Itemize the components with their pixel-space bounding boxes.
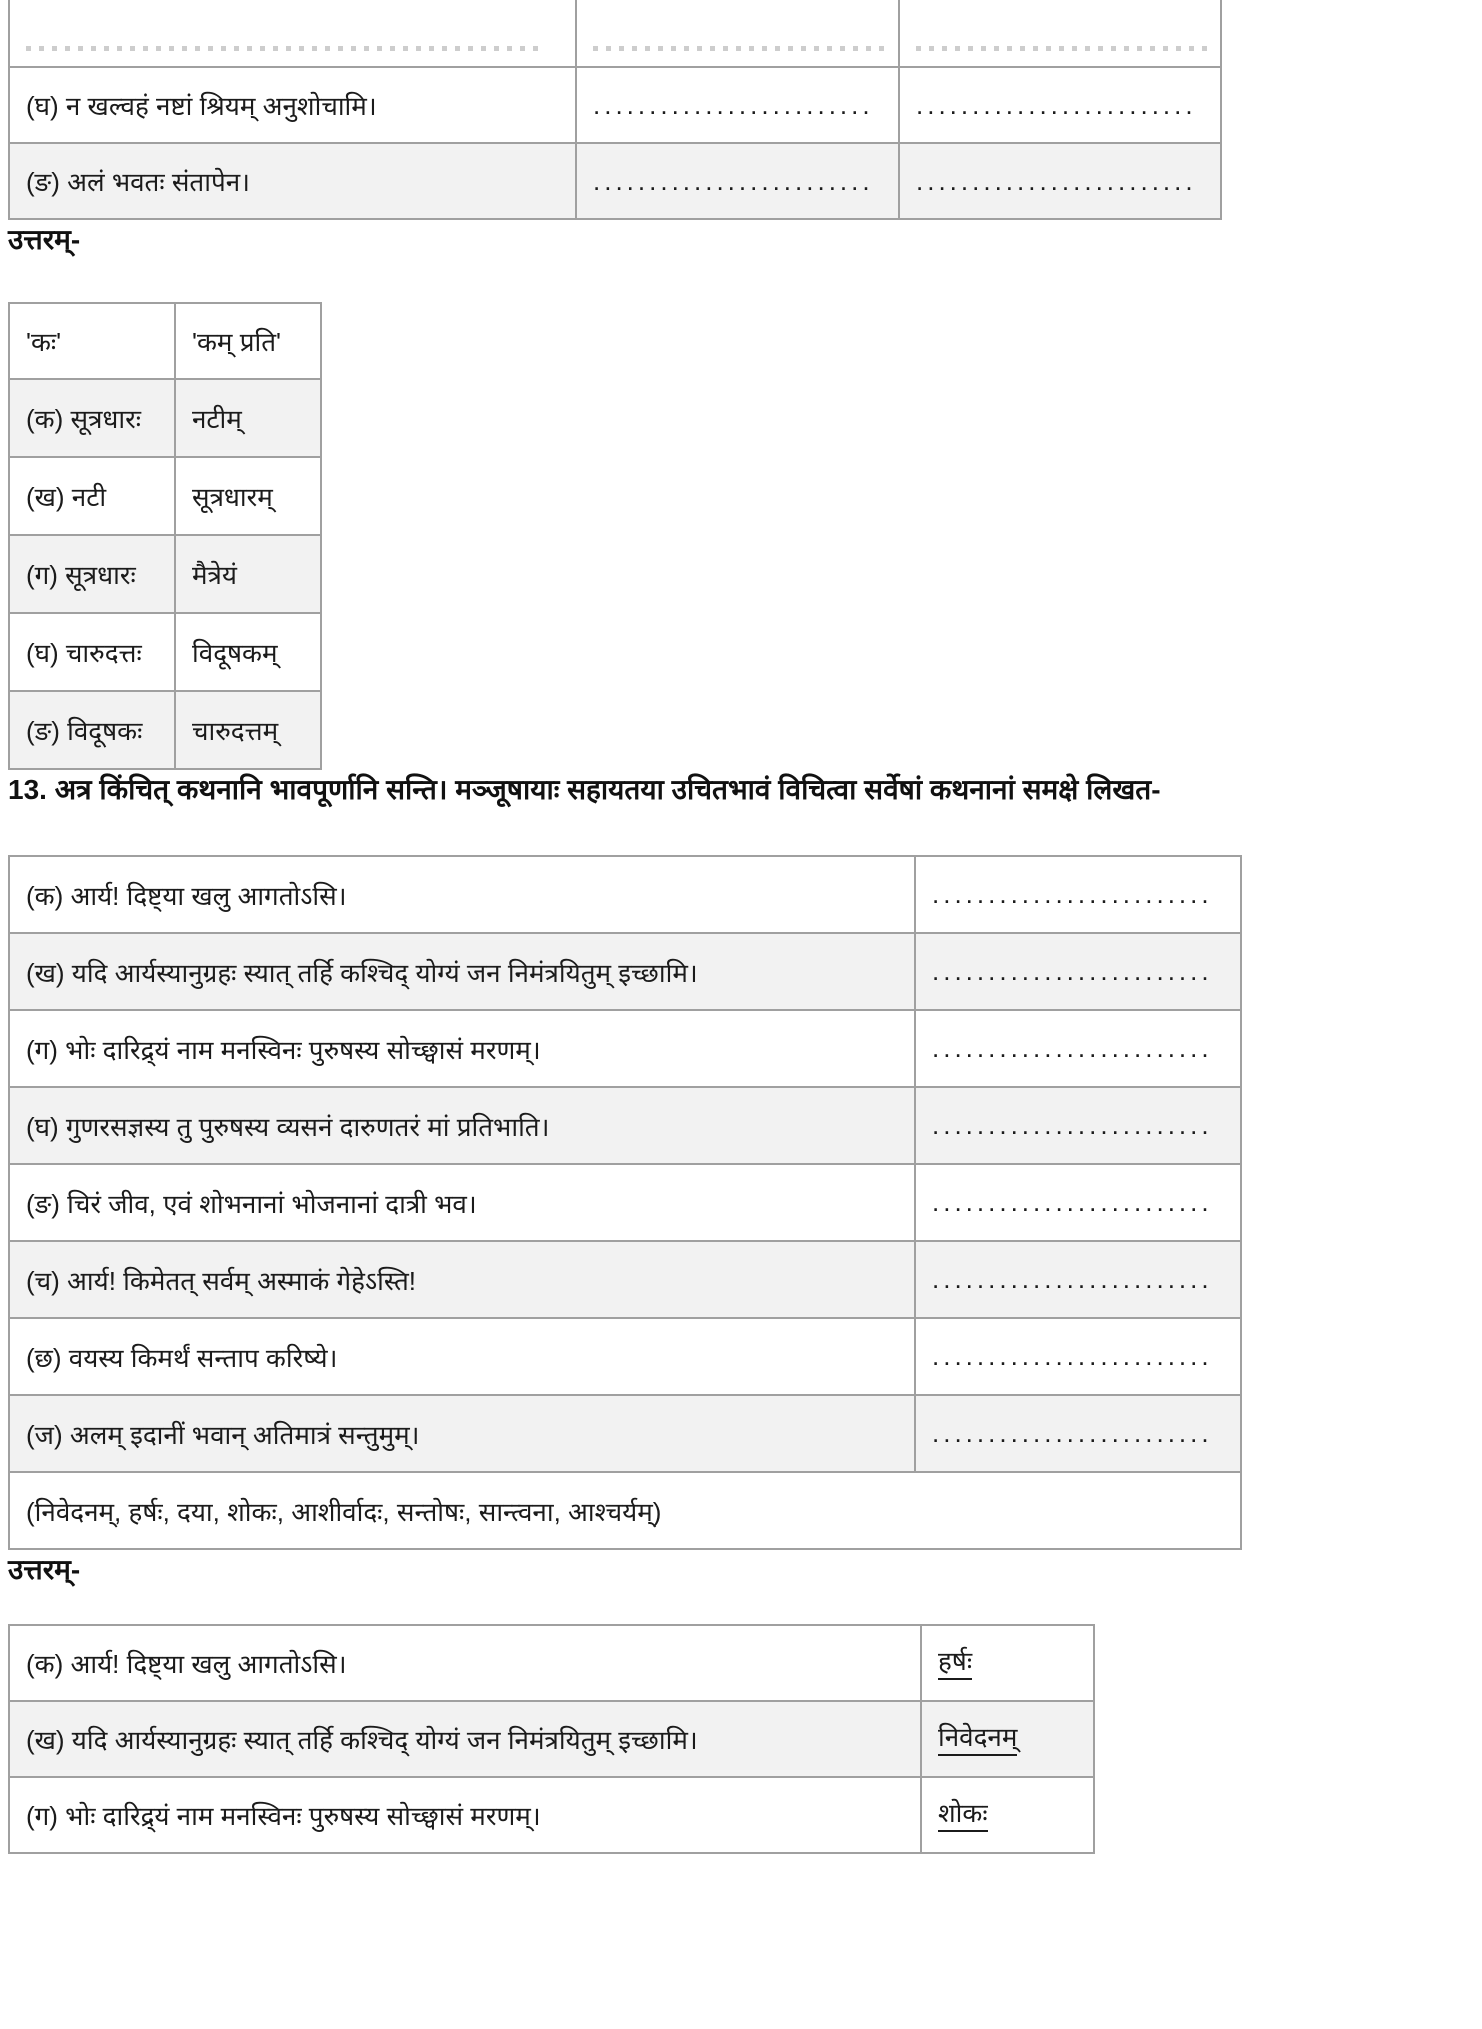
dots-cell: ......................... (915, 1318, 1241, 1395)
statement-cell-cutoff (9, 0, 576, 67)
table-row (9, 1395, 1241, 1472)
table-row (9, 1164, 1241, 1241)
table-row (9, 67, 1221, 143)
answer-cell (921, 1625, 1094, 1701)
statement-cell: (ङ) चिरं जीव, एवं शोभनानां भोजनानां दात्री भव। (9, 1164, 915, 1241)
dots-cell-cutoff (576, 0, 899, 67)
dots-cell: ......................... (915, 1164, 1241, 1241)
statement-cell: (ग) भोः दारिद्र्यं नाम मनस्विनः पुरुषस्य सोच्छ्वासं मरणम्। (9, 1777, 921, 1853)
dots-cell: ......................... (915, 856, 1241, 933)
kah-cell: (ग) सूत्रधारः (9, 535, 175, 613)
answers-table (8, 1624, 1095, 1854)
kamprati-cell: चारुदत्तम् (175, 691, 321, 769)
answer-heading-2: उत्तरम्- (8, 1554, 81, 1585)
statement-cell: (ग) भोः दारिद्र्यं नाम मनस्विनः पुरुषस्य सोच्छ्वासं मरणम्। (9, 1010, 915, 1087)
statement-cell: (ख) यदि आर्यस्यानुग्रहः स्यात् तर्हि कश्चिद् योग्यं जन निमंत्रयितुम् इच्छामि। (9, 1701, 921, 1777)
statement-cell: (घ) न खल्वहं नष्टां श्रियम् अनुशोचामि। (9, 67, 576, 143)
manjusha-row (9, 1472, 1241, 1549)
dots-cell: ......................... (915, 1010, 1241, 1087)
table-row (9, 457, 321, 535)
statement-cell: (घ) गुणरसज्ञस्य तु पुरुषस्य व्यसनं दारुणतरं मां प्रतिभाति। (9, 1087, 915, 1164)
dots-cell: ......................... (915, 1087, 1241, 1164)
kamprati-column-header: 'कम् प्रति' (175, 303, 321, 379)
table-row-cutoff (9, 0, 1221, 67)
kah-cell: (ङ) विदूषकः (9, 691, 175, 769)
underlined-answer: हर्षः (938, 1647, 972, 1681)
answer-cell (921, 1777, 1094, 1853)
table-row (9, 1087, 1241, 1164)
table-row (9, 1241, 1241, 1318)
table-row (9, 1010, 1241, 1087)
statement-cell: (क) आर्य! दिष्ट्या खलु आगतोऽसि। (9, 856, 915, 933)
kah-column-header: 'कः' (9, 303, 175, 379)
dots-cell: ......................... (899, 67, 1221, 143)
table-row (9, 1625, 1094, 1701)
dots-cell: ......................... (576, 67, 899, 143)
table-row (9, 856, 1241, 933)
dots-cell: ......................... (915, 1241, 1241, 1318)
dots-cell: ......................... (899, 143, 1221, 219)
table-row (9, 143, 1221, 219)
table-row (9, 613, 321, 691)
table-row (9, 535, 321, 613)
table-row (9, 1701, 1094, 1777)
statement-cell: (ख) यदि आर्यस्यानुग्रहः स्यात् तर्हि कश्चिद् योग्यं जन निमंत्रयितुम् इच्छामि। (9, 933, 915, 1010)
exercise-table-partial (8, 0, 1222, 220)
manjusha-word-bank: (निवेदनम्, हर्षः, दया, शोकः, आशीर्वादः, सन्तोषः, सान्त्वना, आश्चर्यम्) (9, 1472, 1241, 1549)
statement-cell: (क) आर्य! दिष्ट्या खलु आगतोऽसि। (9, 1625, 921, 1701)
answer-heading-1: उत्तरम्- (8, 224, 81, 255)
kah-cell: (ख) नटी (9, 457, 175, 535)
question-13-heading: 13. अत्र किंचित् कथनानि भावपूर्णानि सन्ति। मञ्जूषायाः सहायतया उचितभावं विचित्वा सर्वेषां कथनानां समक्षे लिखत- (8, 774, 1161, 805)
answer-cell (921, 1701, 1094, 1777)
table-row (9, 1777, 1094, 1853)
dots-cell: ......................... (576, 143, 899, 219)
statement-cell: (ज) अलम् इदानीं भवान् अतिमात्रं सन्तुमुम्। (9, 1395, 915, 1472)
dots-cell: ......................... (915, 1395, 1241, 1472)
kamprati-cell: नटीम् (175, 379, 321, 457)
kah-kamprati-table (8, 302, 322, 770)
question-13-table (8, 855, 1242, 1550)
underlined-answer: निवेदनम् (938, 1723, 1017, 1757)
statement-cell: (ङ) अलं भवतः संतापेन। (9, 143, 576, 219)
kah-cell: (क) सूत्रधारः (9, 379, 175, 457)
table-row (9, 1318, 1241, 1395)
kamprati-cell: मैत्रेयं (175, 535, 321, 613)
dots-cell: ......................... (915, 933, 1241, 1010)
kamprati-cell: विदूषकम् (175, 613, 321, 691)
underlined-answer: शोकः (938, 1799, 988, 1833)
kamprati-cell: सूत्रधारम् (175, 457, 321, 535)
dots-cell-cutoff (899, 0, 1221, 67)
kah-cell: (घ) चारुदत्तः (9, 613, 175, 691)
table-row (9, 933, 1241, 1010)
table-row (9, 691, 321, 769)
statement-cell: (च) आर्य! किमेतत् सर्वम् अस्माकं गेहेऽस्ति! (9, 1241, 915, 1318)
table-header-row (9, 303, 321, 379)
table-row (9, 379, 321, 457)
statement-cell: (छ) वयस्य किमर्थं सन्ताप करिष्ये। (9, 1318, 915, 1395)
